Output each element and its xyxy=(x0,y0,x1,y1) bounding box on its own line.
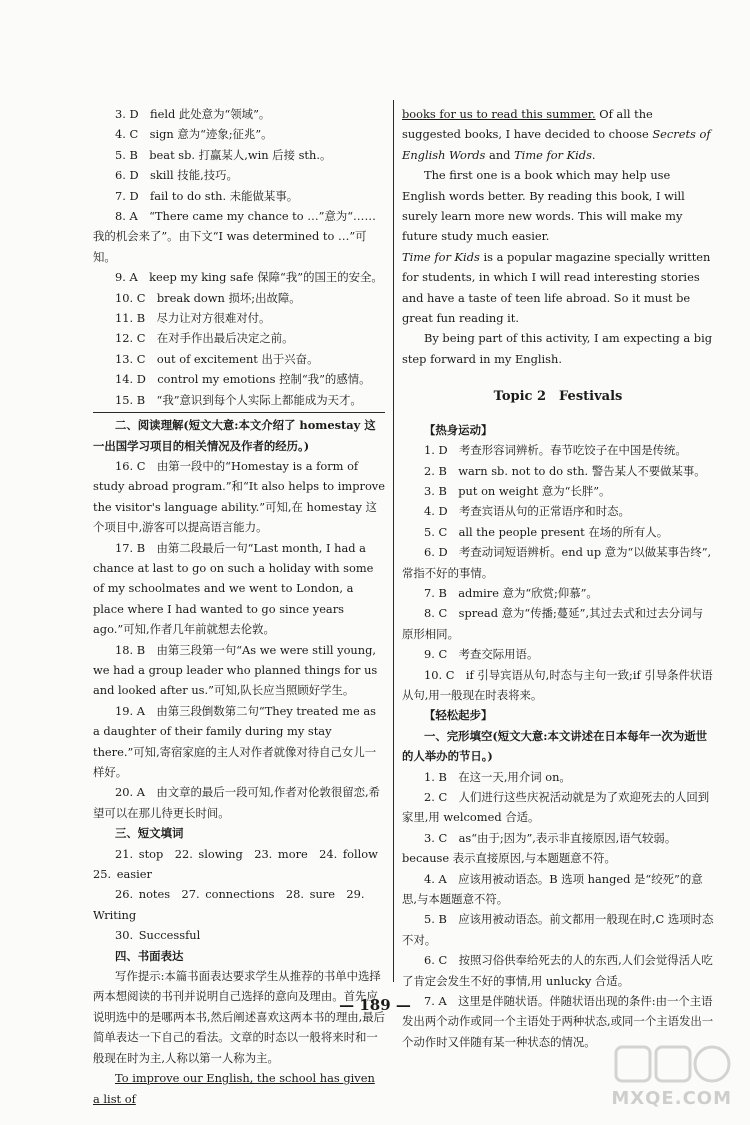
warmup-item: 3. B put on weight 意为“长胖”。 xyxy=(424,483,611,498)
section-rule xyxy=(93,412,385,413)
answer-item: 7. D fail to do sth. 未能做某事。 xyxy=(115,188,299,203)
essay-paragraph-2: The first one is a book which may help use English words better. By reading this book, I will surely learn more new words. This will make my future study much easier. xyxy=(402,168,685,244)
essay-paragraph-4: By being part of this activity, I am expecting a big step forward in my English. xyxy=(402,331,713,366)
warmup-item: 4. D 考查宾语从句的正常语序和时态。 xyxy=(424,504,630,519)
page-number: — 189 — xyxy=(339,996,411,1014)
watermark-url: MXQE.COM xyxy=(611,1088,732,1109)
cloze-item: 5. B 应该用被动语态。前文都用一般现在时,C 选项时态不对。 xyxy=(402,912,714,947)
answer-item: 10. C break down 损坏;出故障。 xyxy=(115,290,301,305)
cloze-heading: 一、完形填空(短文大意:本文讲述在日本每年一次为逝世的人举办的节日。) xyxy=(402,728,707,764)
answer-item: 14. D control my emotions 控制“我”的感情。 xyxy=(115,372,371,387)
answer-item: 5. B beat sb. 打赢某人,win 后接 sth.。 xyxy=(115,147,332,162)
cloze-item: 1. B 在这一天,用介词 on。 xyxy=(424,769,571,784)
book-title: Time for Kids xyxy=(514,147,592,162)
topic-title: Topic 2 Festivals xyxy=(493,389,623,405)
essay-paragraph-3: Time for Kids is a popular magazine specially written for students, in which I will read interesting stories and have a taste of teen life abroad. So it must be great fun reading it. xyxy=(402,249,711,326)
warmup-item: 5. C all the people present 在场的所有人。 xyxy=(424,524,669,539)
left-column xyxy=(93,104,390,1109)
essay-paragraph-1: books for us to read this summer. Of all the suggested books, I have decided to choose Secrets of English Words and Time for Kids. xyxy=(402,107,711,162)
answer-item: 3. D field 此处意为“领域”。 xyxy=(115,107,271,121)
answer-item: 11. B 尽力让对方很难对付。 xyxy=(115,311,271,326)
fill-section-heading: 三、短文填词 xyxy=(115,826,184,841)
reading-answer: 18. B 由第三段第一句“As we were still young, we had a group leader who planned things for us and looked after us.”可知,队长应当照顾好学生。 xyxy=(93,642,378,698)
cloze-item: 6. C 按照习俗供奉给死去的人的东西,人们会觉得活人吃了肯定会发生不好的事情,用 unlucky 合适。 xyxy=(402,953,713,988)
magazine-title: Time for Kids xyxy=(402,249,480,264)
book-title: Secrets of English Words xyxy=(402,127,711,162)
warmup-item: 10. C if 引导宾语从句,时态与主句一致;if 引导条件状语从句,用一般现在时表将来。 xyxy=(402,667,713,702)
cloze-item: 7. A 这里是伴随状语。伴随状语出现的条件:由一个主语发出两个动作或同一个主语处于两种状态,或同一个主语发出一个动作时又伴随有某一种状态的情况。 xyxy=(402,994,714,1049)
warmup-item: 6. D 考查动词短语辨析。end up 意为“以做某事告终”,常指不好的事情。 xyxy=(402,545,712,580)
reading-answer: 16. C 由第一段中的“Homestay is a form of study abroad program.”和“It also helps to improve the visitor's language ability.”可知,在 homestay 这个项目中,游客可以提高语言能力。 xyxy=(93,458,385,535)
answer-item: 9. A keep my king safe 保障“我”的国王的安全。 xyxy=(115,270,383,285)
answer-item: 15. B “我”意识到每个人实际上都能成为天才。 xyxy=(115,392,362,407)
warmup-heading: 【热身运动】 xyxy=(424,422,493,437)
answer-item: 12. C 在对手作出最后决定之前。 xyxy=(115,331,294,346)
warmup-item: 1. D 考查形容词辨析。春节吃饺子在中国是传统。 xyxy=(424,443,687,458)
answer-item: 4. C sign 意为“迹象;征兆”。 xyxy=(115,127,273,142)
answer-item: 13. C out of excitement 出于兴奋。 xyxy=(115,351,319,366)
writing-section-heading: 四、书面表达 xyxy=(115,948,184,963)
reading-section-heading: 二、阅读理解(短文大意:本文介绍了 homestay 这一出国学习项目的相关情况及作者的经历。) xyxy=(93,418,376,453)
watermark-logo xyxy=(612,1041,732,1111)
warmup-item: 7. B admire 意为“欣赏;仰慕”。 xyxy=(424,585,598,600)
fill-answers-line: 21. stop 22. slowing 23. more 24. follow 25. easier xyxy=(93,846,390,882)
writing-tip: 写作提示:本篇书面表达要求学生从推荐的书单中选择两本想阅读的书刊并说明自己选择的意向及理由。首先应说明选中的是哪两本书,然后阐述喜欢这两本书的理由,最后简单表达一下自己的看法。文章的时态以一般将来时和一般现在时为主,人称以第一人称为主。 xyxy=(93,969,386,1065)
reading-answer: 17. B 由第二段最后一句“Last month, I had a chance at last to go on such a holiday with some of my schoolmates and we went to London, a place where I had wanted to go since years ago.”可知,作者几年前就想去伦敦。 xyxy=(93,540,374,637)
warmup-item: 8. C spread 意为“传播;蔓延”,其过去式和过去分词与原形相同。 xyxy=(402,606,703,641)
easy-start-heading: 【轻松起步】 xyxy=(424,708,493,723)
fill-answers-line: 26. notes 27. connections 28. sure 29. Writing xyxy=(93,887,365,922)
essay-continuation: books for us to read this summer. xyxy=(402,107,596,121)
fill-answers-line: 30. Successful xyxy=(115,928,201,943)
answer-item: 6. D skill 技能,技巧。 xyxy=(115,168,238,183)
cloze-item: 3. C as“由于;因为”,表示非直接原因,语气较弱。because 表示直接原因,与本题题意不符。 xyxy=(402,830,677,866)
cloze-item: 4. A 应该用被动语态。B 选项 hanged 是“绞死”的意思,与本题题意不符。 xyxy=(402,871,703,907)
reading-answer: 19. A 由第三段倒数第二句“They treated me as a daughter of their family during my stay there.”可知,寄宿家庭的主人对作者就像对待自己女儿一样好。 xyxy=(93,703,377,779)
column-divider xyxy=(393,100,394,982)
warmup-item: 9. C 考查交际用语。 xyxy=(424,647,539,662)
answer-item: 8. A “There came my chance to …”意为“……我的机会来了”。由下文“I was determined to …”可知。 xyxy=(93,209,376,264)
warmup-item: 2. B warn sb. not to do sth. 警告某人不要做某事。 xyxy=(424,463,706,478)
watermark-badge-icon xyxy=(612,1041,732,1091)
reading-answer: 20. A 由文章的最后一段可知,作者对伦敦很留恋,希望可以在那儿待更长时间。 xyxy=(93,785,381,820)
essay-first-line: To improve our English, the school has given a list of xyxy=(93,1071,375,1106)
right-column xyxy=(402,104,714,1052)
cloze-item: 2. C 人们进行这些庆祝活动就是为了欢迎死去的人回到家里,用 welcomed 合适。 xyxy=(402,790,710,825)
